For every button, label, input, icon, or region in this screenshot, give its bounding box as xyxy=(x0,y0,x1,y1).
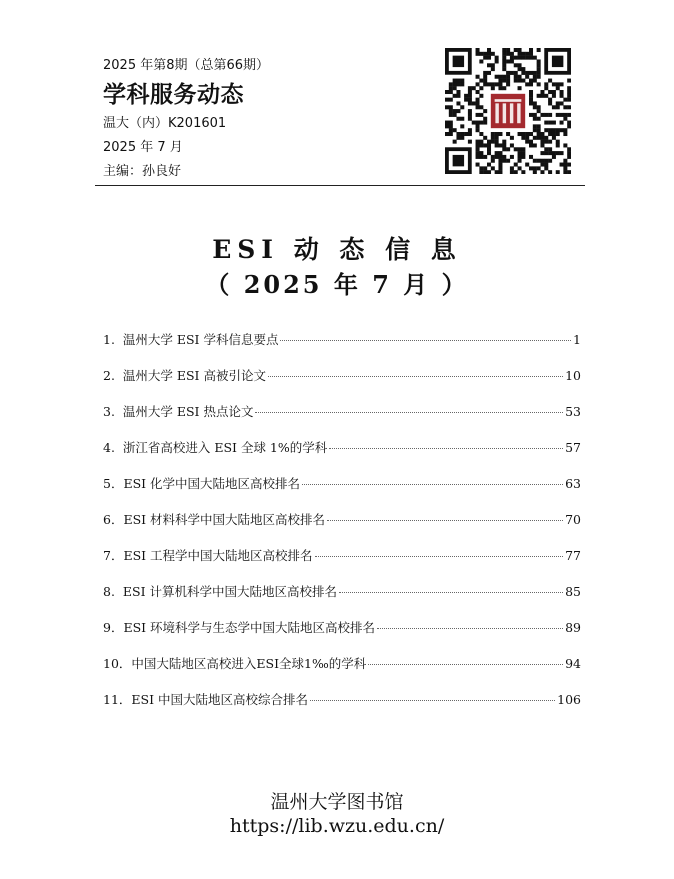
toc-leader xyxy=(310,700,555,701)
toc-entry-page: 63 xyxy=(565,476,581,491)
toc-entry-label: 浙江省高校进入 ESI 全球 1%的学科 xyxy=(122,440,328,455)
toc-entry-page: 53 xyxy=(565,404,581,419)
toc-leader xyxy=(268,376,563,377)
toc-leader xyxy=(377,628,563,629)
toc-entry[interactable] xyxy=(103,438,581,474)
toc-entry-label: ESI 工程学中国大陆地区高校排名 xyxy=(123,548,313,563)
toc-entry[interactable] xyxy=(103,582,581,618)
toc-entry-label: ESI 中国大陆地区高校综合排名 xyxy=(131,692,309,707)
toc-leader xyxy=(280,340,571,341)
toc-entry-number: 6． xyxy=(103,512,124,527)
toc-entry-number: 5． xyxy=(103,476,124,491)
toc-leader xyxy=(368,664,563,665)
toc-leader xyxy=(329,448,563,449)
toc-entry-number: 4. xyxy=(103,440,123,455)
toc-leader xyxy=(339,592,563,593)
footer-organization: 温州大学图书馆 xyxy=(270,791,404,813)
toc-entry-number: 3. xyxy=(103,404,123,419)
toc-entry-label: 温州大学 ESI 高被引论文 xyxy=(122,368,266,383)
toc-entry-number: 1. xyxy=(103,332,123,347)
toc-entry[interactable] xyxy=(103,366,581,402)
toc-leader xyxy=(315,556,564,557)
internal-number: 温大（内）K201601 xyxy=(103,116,227,131)
toc-entry[interactable] xyxy=(103,546,581,582)
toc-entry-page: 10 xyxy=(565,368,581,383)
toc-entry[interactable] xyxy=(103,654,581,690)
toc-entry-label: ESI 化学中国大陆地区高校排名 xyxy=(123,476,301,491)
table-of-contents xyxy=(103,330,581,726)
toc-entry-number: 2. xyxy=(103,368,123,383)
footer-url[interactable]: https://lib.wzu.edu.cn/ xyxy=(229,815,445,837)
toc-entry-page: 1 xyxy=(573,332,581,347)
toc-entry-number: 10． xyxy=(103,656,132,671)
toc-entry[interactable] xyxy=(103,510,581,546)
toc-entry[interactable] xyxy=(103,618,581,654)
toc-entry-label: 温州大学 ESI 热点论文 xyxy=(122,404,254,419)
toc-entry-page: 77 xyxy=(565,548,581,563)
toc-entry-page: 89 xyxy=(565,620,581,635)
qr-code-icon xyxy=(445,48,571,174)
publication-date: 2025 年 7 月 xyxy=(103,140,183,155)
toc-entry-label: 温州大学 ESI 学科信息要点 xyxy=(122,332,279,347)
issue-line: 2025 年第8期（总第66期） xyxy=(103,58,270,73)
toc-leader xyxy=(327,520,563,521)
toc-entry-number: 7． xyxy=(103,548,124,563)
toc-entry-page: 70 xyxy=(565,512,581,527)
qr-code[interactable] xyxy=(445,48,571,174)
toc-entry-number: 9． xyxy=(103,620,124,635)
toc-entry-page: 85 xyxy=(565,584,581,599)
toc-entry-page: 94 xyxy=(565,656,581,671)
toc-entry-number: 8. xyxy=(103,584,123,599)
publication-title: 学科服务动态 xyxy=(103,82,244,108)
toc-entry[interactable] xyxy=(103,474,581,510)
editor-line: 主编：孙良好 xyxy=(103,164,182,179)
header-divider xyxy=(95,185,585,186)
toc-entry-label: ESI 计算机科学中国大陆地区高校排名 xyxy=(122,584,337,599)
toc-entry-label: ESI 材料科学中国大陆地区高校排名 xyxy=(123,512,326,527)
toc-leader xyxy=(255,412,563,413)
toc-entry[interactable] xyxy=(103,330,581,366)
toc-entry-label: ESI 环境科学与生态学中国大陆地区高校排名 xyxy=(123,620,376,635)
toc-entry[interactable] xyxy=(103,402,581,438)
toc-entry-number: 11． xyxy=(103,692,132,707)
toc-entry-page: 106 xyxy=(557,692,581,707)
main-title: ESI 动 态 信 息 xyxy=(212,235,462,264)
toc-entry[interactable] xyxy=(103,690,581,726)
toc-entry-label: 中国大陆地区高校进入ESI全球1‰的学科 xyxy=(131,656,367,671)
main-subtitle: （ 2025 年 7 月 ） xyxy=(205,270,469,299)
toc-leader xyxy=(302,484,563,485)
toc-entry-page: 57 xyxy=(565,440,581,455)
